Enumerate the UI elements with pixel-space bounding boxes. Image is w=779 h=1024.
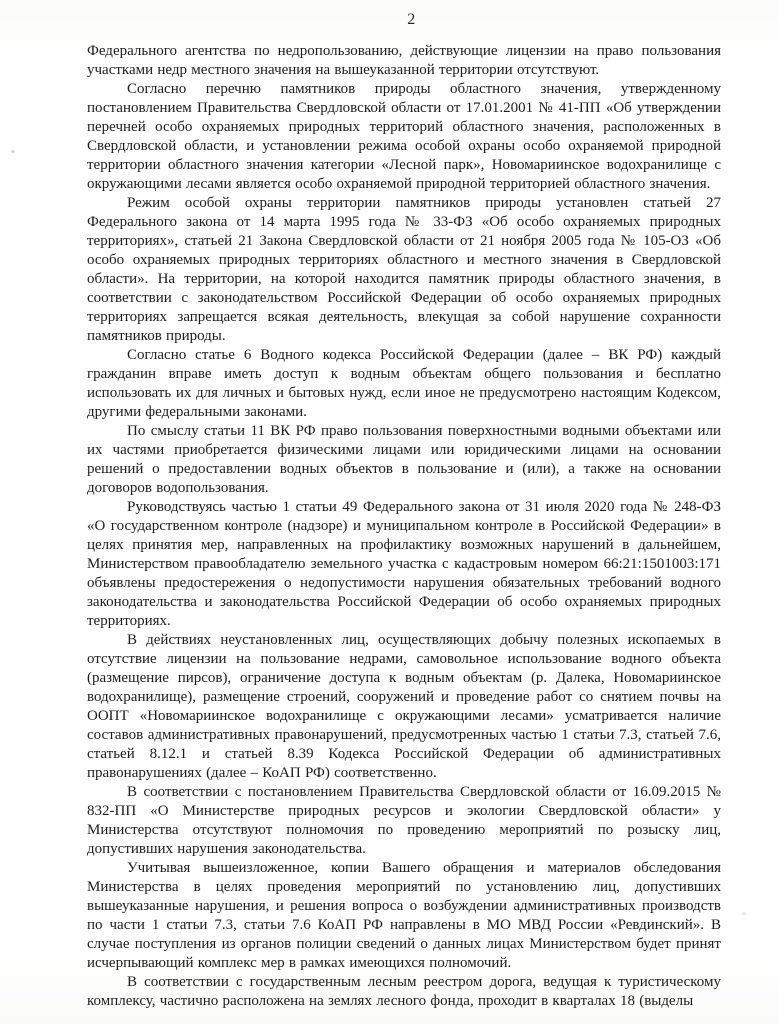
paragraph-forest-registry-road: В соответствии с государственным лесным реестром дорога, ведущая к туристическому комплексу, частично расположена на землях лесного фонда, проходит в кварталах 18 (выделы	[87, 974, 721, 1009]
paragraph-water-code-article-11: По смыслу статьи 11 ВК РФ право пользования поверхностными водными объектами или их частями приобретается физическими лицами или юридическими лицами на основании решений о предоставлении водных объектов в пользование и (или), а также на основании договоров водопользования.	[87, 423, 721, 496]
paragraph-forwarded-to-police: Учитывая вышеизложенное, копии Вашего обращения и материалов обследования Министерства в целях проведения мероприятий по установлению лиц, допустивших вышеуказанные нарушения, и решения вопроса о возбуждении административных производств по части 1 статьи 7.3, статьи 7.6 КоАП РФ направлены в МО МВД России «Ревдинский». В случае поступления из органов полиции сведений о данных лицах Министерством будет принят исчерпывающий комплекс мер в рамках имеющихся полномочий.	[87, 860, 721, 971]
scan-speckle	[742, 912, 746, 915]
paragraph-water-code-article-6: Согласно статье 6 Водного кодекса Российской Федерации (далее – ВК РФ) каждый гражданин вправе иметь доступ к водным объектам общего пользования и бесплатно использовать их для личных и бытовых нужд, если иное не предусмотрено настоящим Кодексом, другими федеральными законами.	[87, 347, 721, 420]
scan-speckle	[99, 567, 103, 570]
document-body	[87, 42, 721, 1011]
paragraph-continuation-licenses: Федерального агентства по недропользованию, действующие лицензии на право пользования участками недр местного значения на вышеуказанной территории отсутствуют.	[87, 43, 721, 78]
scan-speckle	[11, 150, 15, 153]
paragraph-ministry-authority: В соответствии с постановлением Правительства Свердловской области от 16.09.2015 № 832-ПП «О Министерстве природных ресурсов и экологии Свердловской области» у Министерства отсутствуют полномочия по проведению мероприятий по розыску лиц, допустивших нарушения законодательства.	[87, 784, 721, 857]
paragraph-law-248-fz-warnings: Руководствуясь частью 1 статьи 49 Федерального закона от 31 июля 2020 года № 248-ФЗ «О государственном контроле (надзоре) и муниципальном контроле в Российской Федерации» в целях принятия мер, направленных на профилактику возможных нарушений в дальнейшем, Министерством правообладателю земельного участка с кадастровым номером 66:21:1501003:171 объявлены предостережения о недопустимости нарушения обязательных требований водного законодательства и законодательства Российской Федерации об особо охраняемых природных территориях.	[87, 499, 721, 629]
paragraph-administrative-offenses: В действиях неустановленных лиц, осуществляющих добычу полезных ископаемых в отсутствие лицензии на пользование недрами, самовольное использование водного объекта (размещение пирсов), ограничение доступа к водным объектам (р. Далека, Новомариинское водохранилище), размещение строений, сооружений и проведение работ со снятием почвы на ООПТ «Новомариинское водохранилище с окружающими лесами» усматривается наличие составов административных правонарушений, предусмотренных частью 1 статьи 7.3, статьей 7.6, статьей 8.12.1 и статьей 8.39 Кодекса Российской Федерации об административных правонарушениях (далее – КоАП РФ) соответственно.	[87, 632, 721, 781]
paragraph-nature-monuments-list: Согласно перечню памятников природы областного значения, утвержденному постановлением Правительства Свердловской области от 17.01.2001 № 41-ПП «Об утверждении перечней особо охраняемых природных территорий областного значения, расположенных в Свердловской области, и установлении режима особой охраны особо охраняемой природной территории областного значения категории «Лесной парк», Новомариинское водохранилище с окружающими лесами является особо охраняемой природной территорией областного значения.	[87, 81, 721, 192]
paragraph-protection-regime: Режим особой охраны территории памятников природы установлен статьей 27 Федерального закона от 14 марта 1995 года № 33-ФЗ «Об особо охраняемых природных территориях», статьей 21 Закона Свердловской области от 21 ноября 2005 года № 105-ОЗ «Об особо охраняемых природных территориях областного и местного значения в Свердловской области». На территории, на которой находится памятник природы областного значения, в соответствии с законодательством Российской Федерации об особо охраняемых природных территориях запрещается всякая деятельность, влекущая за собой нарушение сохранности памятников природы.	[87, 195, 721, 344]
page-number: 2	[407, 11, 416, 28]
